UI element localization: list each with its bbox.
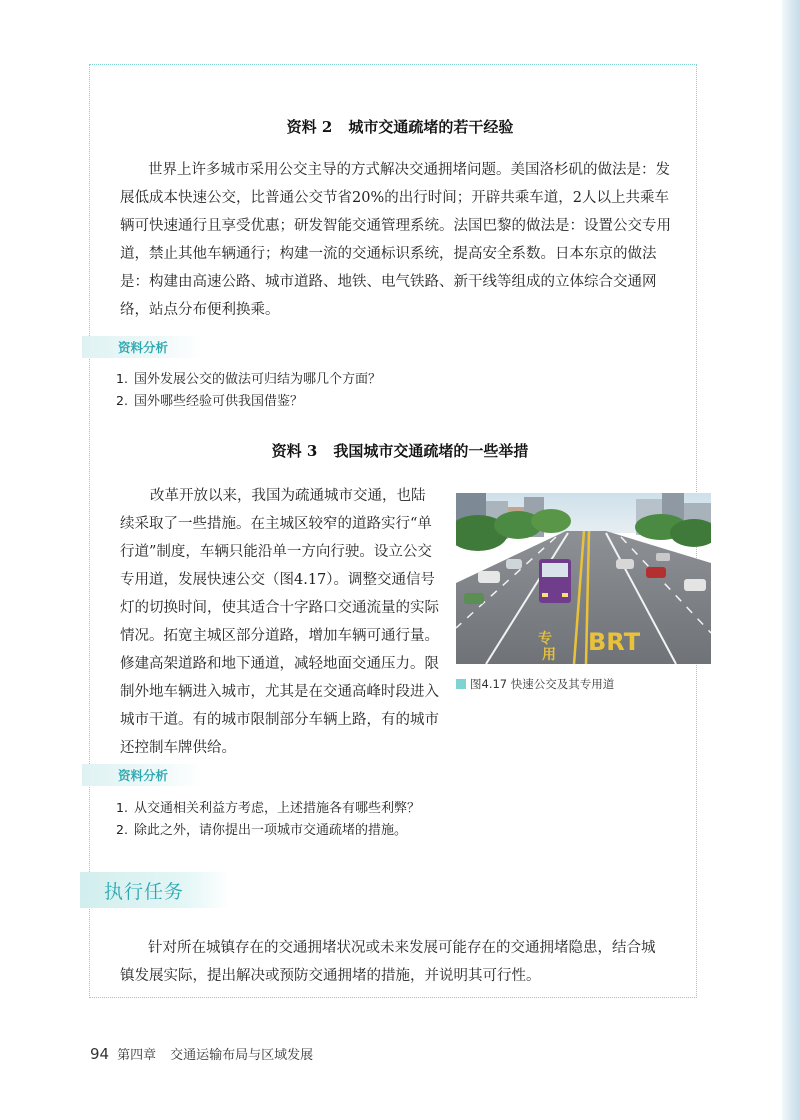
question-number: 2. — [116, 822, 128, 837]
section2-number: 资料 2 — [286, 118, 333, 136]
task-line: 针对所在城镇存在的交通拥堵状况或未来发展可能存在的交通拥堵隐患，结合城 — [148, 940, 656, 956]
section3-line: 专用道，发展快速公交（图4.17）。调整交通信号 — [120, 572, 436, 588]
section2-line: 道，禁止其他车辆通行；构建一流的交通标识系统，提高安全系数。日本东京的做法 — [120, 246, 657, 262]
question-text: 除此之外，请你提出一项城市交通疏堵的措施。 — [134, 823, 408, 838]
chapter-number: 第四章 — [117, 1048, 157, 1063]
section3-number: 资料 3 — [271, 442, 318, 460]
question-number: 1. — [116, 371, 128, 386]
section3-title: 我国城市交通疏堵的一些举措 — [333, 442, 529, 460]
section2-paragraph — [120, 156, 671, 324]
analysis-tag-2 — [82, 764, 202, 786]
section3-line: 灯的切换时间，使其适合十字路口交通流量的实际 — [120, 600, 439, 616]
page-number: 94 — [90, 1045, 110, 1063]
section3-heading — [0, 440, 800, 461]
task-label: 执行任务 — [104, 881, 185, 903]
section3-paragraph — [120, 482, 439, 762]
question-list-1 — [116, 368, 381, 412]
section3-line: 情况。拓宽主城区部分道路，增加车辆可通行量。 — [120, 628, 439, 644]
question-item — [116, 819, 420, 841]
question-text: 国外哪些经验可供我国借鉴？ — [134, 394, 304, 409]
section2-line: 展低成本快速公交，比普通公交节省20%的出行时间；开辟共乘车道，2人以上共乘车 — [120, 190, 669, 206]
question-text: 国外发展公交的做法可归结为哪几个方面？ — [134, 372, 382, 387]
figure-caption-text: 图4.17 快速公交及其专用道 — [470, 677, 615, 691]
question-item — [116, 368, 381, 390]
section3-line: 行道”制度，车辆只能沿单一方向行驶。设立公交 — [120, 544, 432, 560]
road-char-label: 用 — [542, 647, 556, 663]
section2-title: 城市交通疏堵的若干经验 — [348, 118, 514, 136]
question-number: 1. — [116, 800, 128, 815]
section3-line: 续采取了一些措施。在主城区较窄的道路实行“单 — [120, 516, 432, 532]
section2-line: 络，站点分布便利换乘。 — [120, 302, 280, 318]
question-number: 2. — [116, 393, 128, 408]
section2-line: 是：构建由高速公路、城市道路、地铁、电气铁路、新干线等组成的立体综合交通网 — [120, 274, 657, 290]
figure-caption — [456, 676, 614, 692]
section2-heading — [0, 116, 800, 137]
analysis-label: 资料分析 — [118, 768, 169, 783]
question-text: 从交通相关利益方考虑，上述措施各有哪些利弊？ — [134, 801, 421, 816]
question-item — [116, 797, 420, 819]
section3-line: 城市干道。有的城市限制部分车辆上路，有的城市 — [120, 712, 439, 728]
page-edge-strip — [782, 0, 800, 1120]
section3-line: 制外地车辆进入城市，尤其是在交通高峰时段进入 — [120, 684, 439, 700]
road-char-label: 专 — [538, 631, 552, 647]
section2-line: 辆可快速通行且享受优惠；研发智能交通管理系统。法国巴黎的做法是：设置公交专用 — [120, 218, 671, 234]
page-footer — [90, 1044, 313, 1063]
chapter-title: 交通运输布局与区域发展 — [170, 1048, 314, 1063]
caption-marker — [456, 679, 466, 689]
brt-road-illustration — [456, 493, 711, 664]
brt-photo — [456, 493, 711, 664]
question-list-2 — [116, 797, 420, 841]
section3-line: 改革开放以来，我国为疏通城市交通，也陆 — [150, 488, 426, 504]
analysis-tag-1 — [82, 336, 202, 358]
question-item — [116, 390, 381, 412]
section2-line: 世界上许多城市采用公交主导的方式解决交通拥堵问题。美国洛杉矶的做法是：发 — [148, 162, 670, 178]
task-paragraph — [120, 934, 656, 990]
task-line: 镇发展实际，提出解决或预防交通拥堵的措施，并说明其可行性。 — [120, 968, 541, 984]
section3-line: 还控制车牌供给。 — [120, 740, 236, 756]
analysis-label: 资料分析 — [118, 340, 169, 355]
brt-road-label: BRT — [588, 628, 641, 656]
task-tag — [80, 872, 230, 908]
section3-line: 修建高架道路和地下通道，减轻地面交通压力。限 — [120, 656, 439, 672]
